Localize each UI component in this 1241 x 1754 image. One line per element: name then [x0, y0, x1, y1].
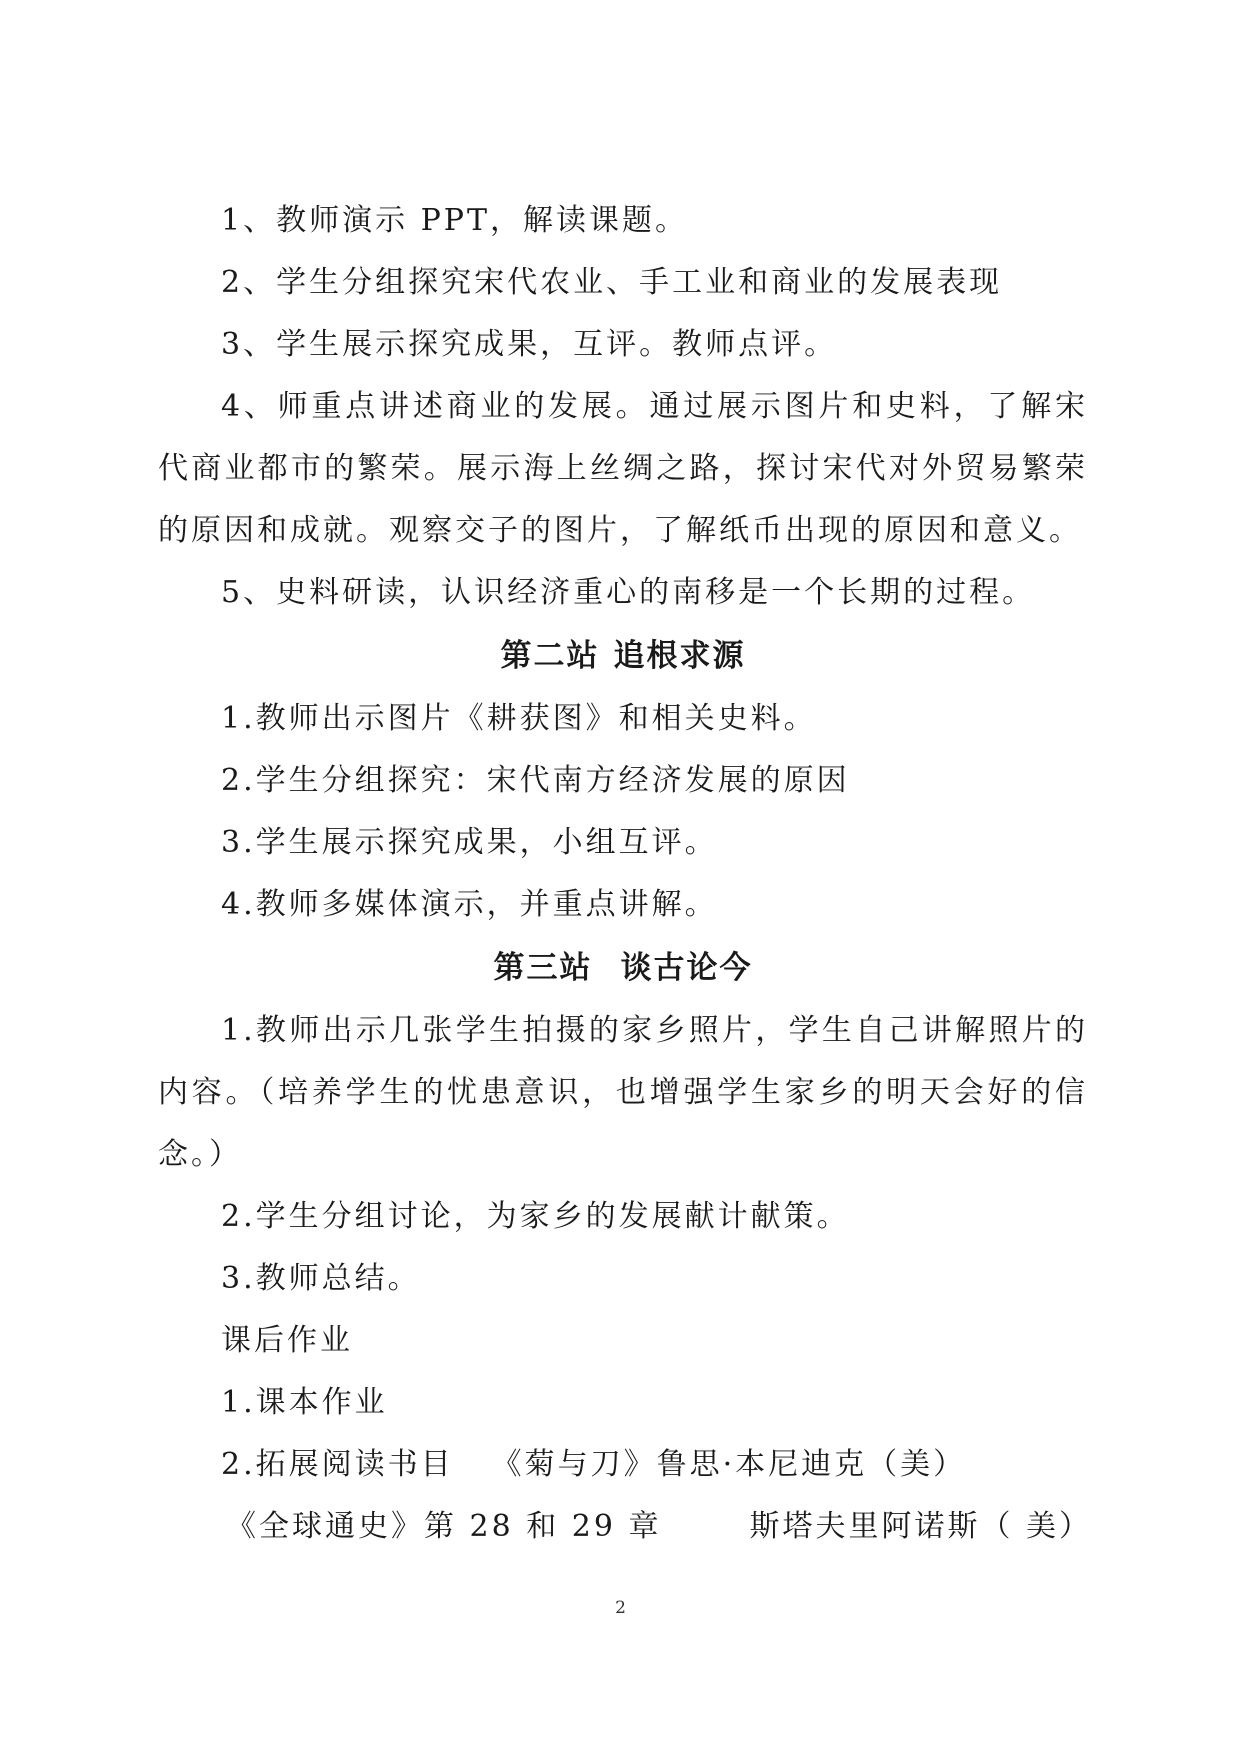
homework-title: 课后作业 [221, 1323, 353, 1358]
homework-item-2-book: 《菊与刀》鲁思·本尼迪克（美） [491, 1447, 967, 1482]
station1-step-1: 1、教师演示 PPT，解读课题。 [221, 203, 689, 238]
station2-heading [158, 624, 1088, 688]
station1-step-2: 2、学生分组探究宋代农业、手工业和商业的发展表现 [221, 265, 1003, 300]
station3-step-2: 2.学生分组讨论，为家乡的发展献计献策。 [221, 1199, 850, 1234]
homework-item-2 [158, 1434, 1088, 1496]
station2-step-2: 2.学生分组探究：宋代南方经济发展的原因 [221, 763, 850, 798]
homework-item-3-author: 斯塔夫里阿诺斯（ 美） [749, 1509, 1093, 1544]
document-body [158, 190, 1093, 1558]
homework-item-3-book: 《全球通史》第 28 和 29 章 [226, 1509, 662, 1544]
station2-step-4: 4.教师多媒体演示，并重点讲解。 [221, 887, 718, 922]
station2-step-1: 1.教师出示图片《耕获图》和相关史料。 [221, 701, 817, 736]
station1-step-4: 4、师重点讲述商业的发展。通过展示图片和史料，了解宋代商业都市的繁荣。展示海上丝绸之路，探讨宋代对外贸易繁荣的原因和成就。观察交子的图片，了解纸币出现的原因和意义。 [158, 389, 1088, 548]
homework-item-3 [158, 1496, 1093, 1558]
station1-step-3: 3、学生展示探究成果，互评。教师点评。 [221, 327, 838, 362]
station3-step-3: 3.教师总结。 [221, 1261, 421, 1296]
station3-step-1: 1.教师出示几张学生拍摄的家乡照片，学生自己讲解照片的内容。（培养学生的忧患意识，也增强学生家乡的明天会好的信念。） [158, 1013, 1088, 1172]
station2-heading-title: 追根求源 [613, 638, 746, 674]
station3-heading [158, 936, 1088, 1000]
page-number: 2 [615, 1598, 626, 1618]
station2-heading-label: 第二站 [500, 638, 600, 674]
homework-item-1: 1.课本作业 [221, 1385, 388, 1420]
station2-step-3: 3.学生展示探究成果，小组互评。 [221, 825, 718, 860]
homework-item-2-label: 2.拓展阅读书目 [221, 1447, 454, 1482]
station1-step-5: 5、史料研读，认识经济重心的南移是一个长期的过程。 [221, 575, 1036, 610]
station3-heading-label: 第三站 [493, 950, 593, 986]
station3-heading-title: 谈古论今 [620, 950, 753, 986]
